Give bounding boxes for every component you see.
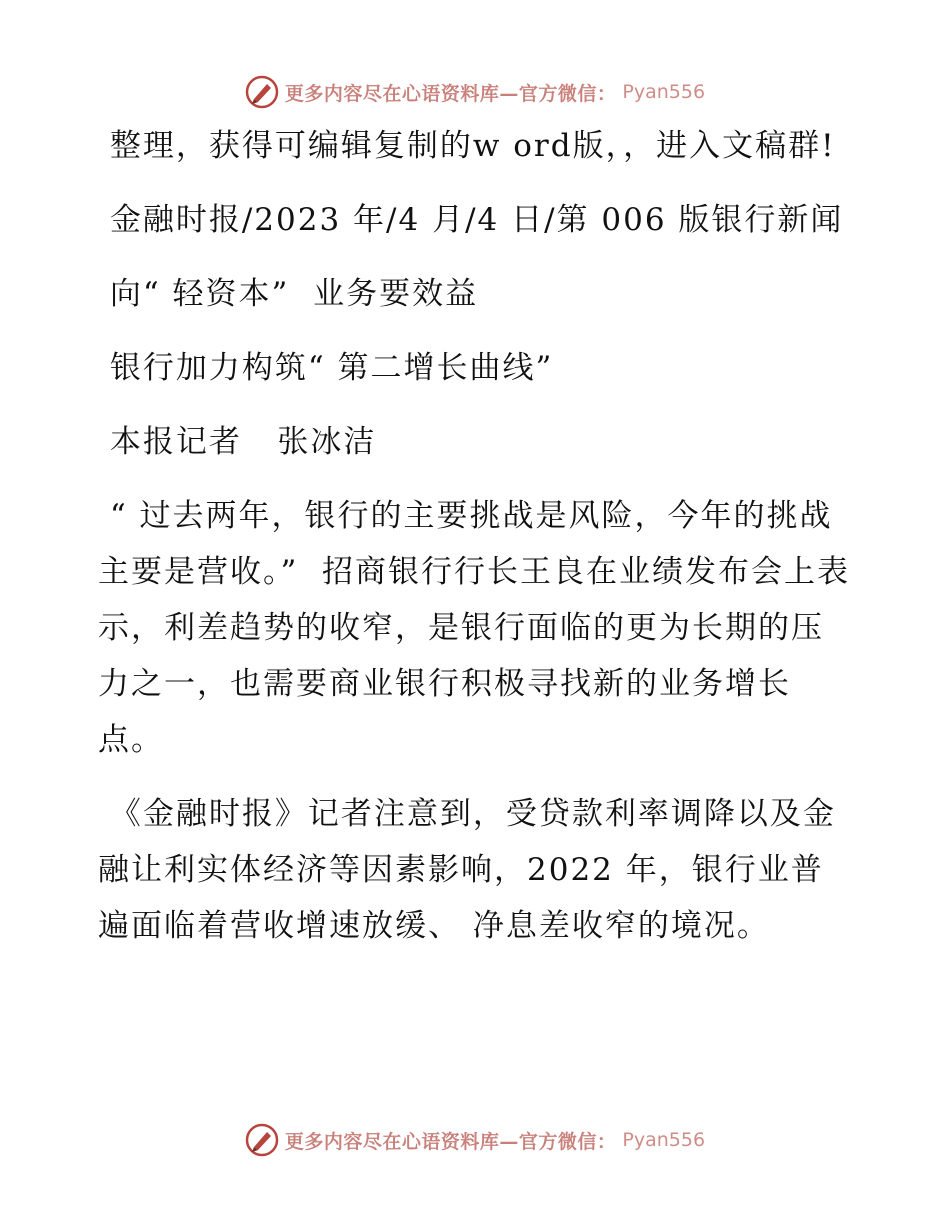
banner-wechat-id: Pyan556 — [622, 1129, 706, 1151]
paragraph-body-1: “ 过去两年，银行的主要挑战是风险，今年的挑战主要是营收。” 招商银行行长王良在业绩发布会上表示，利差趋势的收窄，是银行面临的更为长期的压力之一，也需要商业银行积极寻找新的业务增长点。 — [98, 498, 851, 758]
banner-text: 更多内容尽在心语资料库—官方微信： — [284, 82, 617, 105]
paragraph-subheadline: 银行加力构筑“ 第二增长曲线” — [98, 350, 554, 386]
paragraph-intro: 整理，获得可编辑复制的w ord版，，进入文稿群! — [98, 128, 836, 164]
banner-wechat-id: Pyan556 — [622, 81, 706, 103]
footer-watermark-banner — [0, 1120, 950, 1160]
document-body — [98, 118, 854, 972]
pen-logo-icon — [245, 75, 279, 109]
pen-logo-icon — [245, 1123, 279, 1157]
banner-text: 更多内容尽在心语资料库—官方微信： — [284, 1130, 617, 1153]
paragraph-body-2: 《金融时报》记者注意到，受贷款利率调降以及金融让利实体经济等因素影响，2022 年，银行业普遍面临着营收增速放缓、 净息差收窄的境况。 — [98, 796, 836, 944]
paragraph-source: 金融时报/2023 年/4 月/4 日/第 006 版银行新闻 — [98, 202, 844, 238]
paragraph-headline: 向“ 轻资本” 业务要效益 — [98, 276, 479, 312]
header-watermark-banner — [0, 72, 950, 112]
paragraph-byline: 本报记者 张冰洁 — [98, 424, 377, 460]
